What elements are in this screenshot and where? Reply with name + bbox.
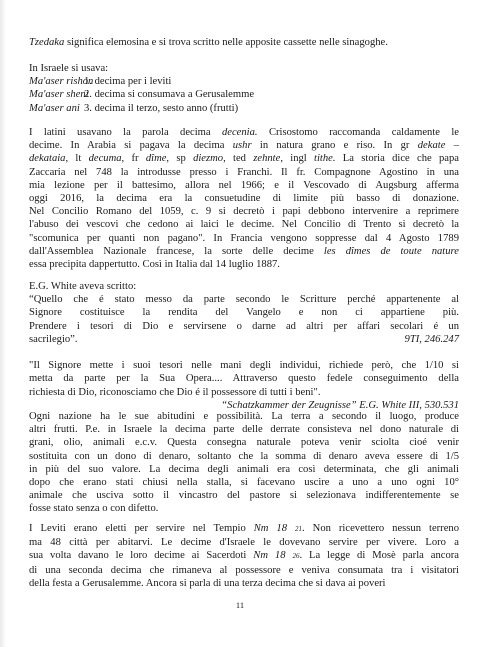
- list-item: [29, 88, 459, 101]
- quote-line: metta da parte per la Sua Opera.... Attraverso questo fedele conseguimento della: [29, 373, 459, 385]
- israel-section: [29, 62, 459, 115]
- paragraph-line: dall'Assemblea Nazionale francese, la sorte delle decime les dîmes de toute nature: [29, 245, 459, 257]
- white-heading: E.G. White aveva scritto:: [29, 281, 137, 292]
- paragraph-line: sua volta davano le loro decime ai Sacerdoti Nm 18 26. La legge di Mosè parla ancora: [29, 550, 459, 562]
- paragraph-line: essa precipita dappertutto. Così in Italia dal 14 luglio 1887.: [29, 259, 280, 271]
- list-item-term: Ma'aser rishon: [29, 76, 94, 88]
- paragraph-line: grani, olio, animali e.c.v. Questa consegna naturale poteva venir sciolta cioé venir: [29, 437, 459, 449]
- quote-line: sacrilegio”.: [29, 333, 78, 345]
- paragraph-line: "scomunica per quanti non pagano". In Francia vengono soppresse dal 4 Agosto 1789: [29, 232, 459, 244]
- paragraph-line: dopo che erano stati chiusi nella stalla, si facevano uscire a uno a uno ogni 10°: [29, 477, 459, 489]
- paragraph-line: oggi 2016, la decima era la consuetudine di limite più basso di donazione.: [29, 193, 459, 205]
- list-item-term: Ma'aser ani: [29, 102, 80, 114]
- paragraph-nations: [29, 410, 459, 516]
- paragraph-line: Ogni nazione ha le sue abitudini e possibilità. La terra a secondo il luogo, produce: [29, 411, 459, 422]
- paragraph-line: mia lezione per il battesimo, allora nel 1966; e il Vescovado di Augsburg afferma: [29, 179, 459, 191]
- white-section: [29, 280, 459, 412]
- list-item-text: 1. decima per i leviti: [84, 76, 172, 88]
- paragraph-line: di una seconda decima che rimaneva al possessore e veniva consumata tra i visitatori: [29, 564, 459, 576]
- quote-2: [29, 359, 459, 399]
- paragraph-latin-tithe: [29, 126, 459, 271]
- paragraph-line: l'abuso dei vescovi che cedono ai laici le decime. Nel Concilio di Trento si decretò la: [29, 219, 459, 231]
- list-item: [29, 75, 459, 88]
- paragraph-line: altri frutti. P.e. in Israele la decima parte delle derrate consisteva nel dono naturale di: [29, 424, 459, 436]
- quote-line: Signore costituisce la rendita del Vangelo e non ci appartiene più.: [29, 307, 459, 319]
- paragraph-line: dekataia, lt decuma, fr dîme, sp diezmo, ted zehnte, ingl tithe. La storia dice che papa: [29, 153, 459, 165]
- paragraph-line: decime. In Arabia si pagava la decima ushr in natura grano e riso. In gr dekate –: [29, 140, 459, 152]
- list-item-term: Ma'aser sheni: [29, 89, 89, 101]
- intro-paragraph: [29, 36, 459, 49]
- quote-2-reference: “Schatzkammer der Zeugnisse” E.G. White III, 530.531: [221, 399, 459, 411]
- intro-term: Tzedaka: [29, 37, 65, 48]
- paragraph-line: ma 48 città per abitarvi. Le decime d'Israele le dovevano servire per vivere. Loro a: [29, 537, 459, 549]
- paragraph-line: animale che usciva sotto il vincastro del pastore si selezionava indifferentemente se: [29, 490, 459, 502]
- paragraph-levites: [29, 522, 459, 590]
- paragraph-line: Nel Concilio Romano del 1059, c. 9 si decretò i papi debbono intervenire a reprimere: [29, 206, 459, 218]
- quote-line: “Quello che é stato messo da parte secondo le Scritture perché appartenente al: [29, 294, 459, 306]
- paragraph-line: della festa a Gerusalemme. Ancora si parla di una terza decima che si dava ai poveri: [29, 577, 386, 589]
- paragraph-line: I Leviti erano eletti per servire nel Tempio Nm 18 21. Non ricevettero nessun terreno: [29, 523, 459, 534]
- quote-line: "Il Signore mette i suoi tesori nelle mani degli individui, richiede però, che 1/10 si: [29, 360, 459, 372]
- list-item-text: 2. decima si consumava a Gerusalemme: [84, 89, 255, 101]
- intro-text: significa elemosina e si trova scritto nelle apposite cassette nelle sinagoghe.: [64, 37, 388, 48]
- list-item: [29, 102, 459, 115]
- page-number: 11: [235, 600, 245, 610]
- paragraph-line: I latini usavano la parola decima decenia. Crisostomo raccomanda caldamente le: [29, 127, 459, 138]
- quote-line: Prendere i tesori di Dio e servirsene o darne ad altri per affari secolari é un: [29, 320, 459, 332]
- paragraph-line: Zaccaria nel 748 la introdusse presso i Franchi. Il fr. Compagnone Agostino in una: [29, 166, 459, 178]
- list-item-text: 3. decima il terzo, sesto anno (frutti): [84, 102, 239, 114]
- quote-line: richiesta di Dio, riconosciamo che Dio é il possessore di tutti i beni".: [29, 386, 321, 398]
- quote-1-reference: 9TI, 246.247: [404, 334, 459, 346]
- israel-heading: In Israele si usava:: [29, 63, 109, 74]
- paragraph-line: in più del suo valore. La decima degli animali era così determinata, che gli animali: [29, 463, 459, 475]
- paragraph-line: sostituita con un dono di denaro, soltanto che la somma di denaro aveva essere di 1/5: [29, 450, 459, 462]
- paragraph-line: fosse stato senza o con difetto.: [29, 503, 159, 515]
- scan-edge-shadow: [0, 0, 6, 647]
